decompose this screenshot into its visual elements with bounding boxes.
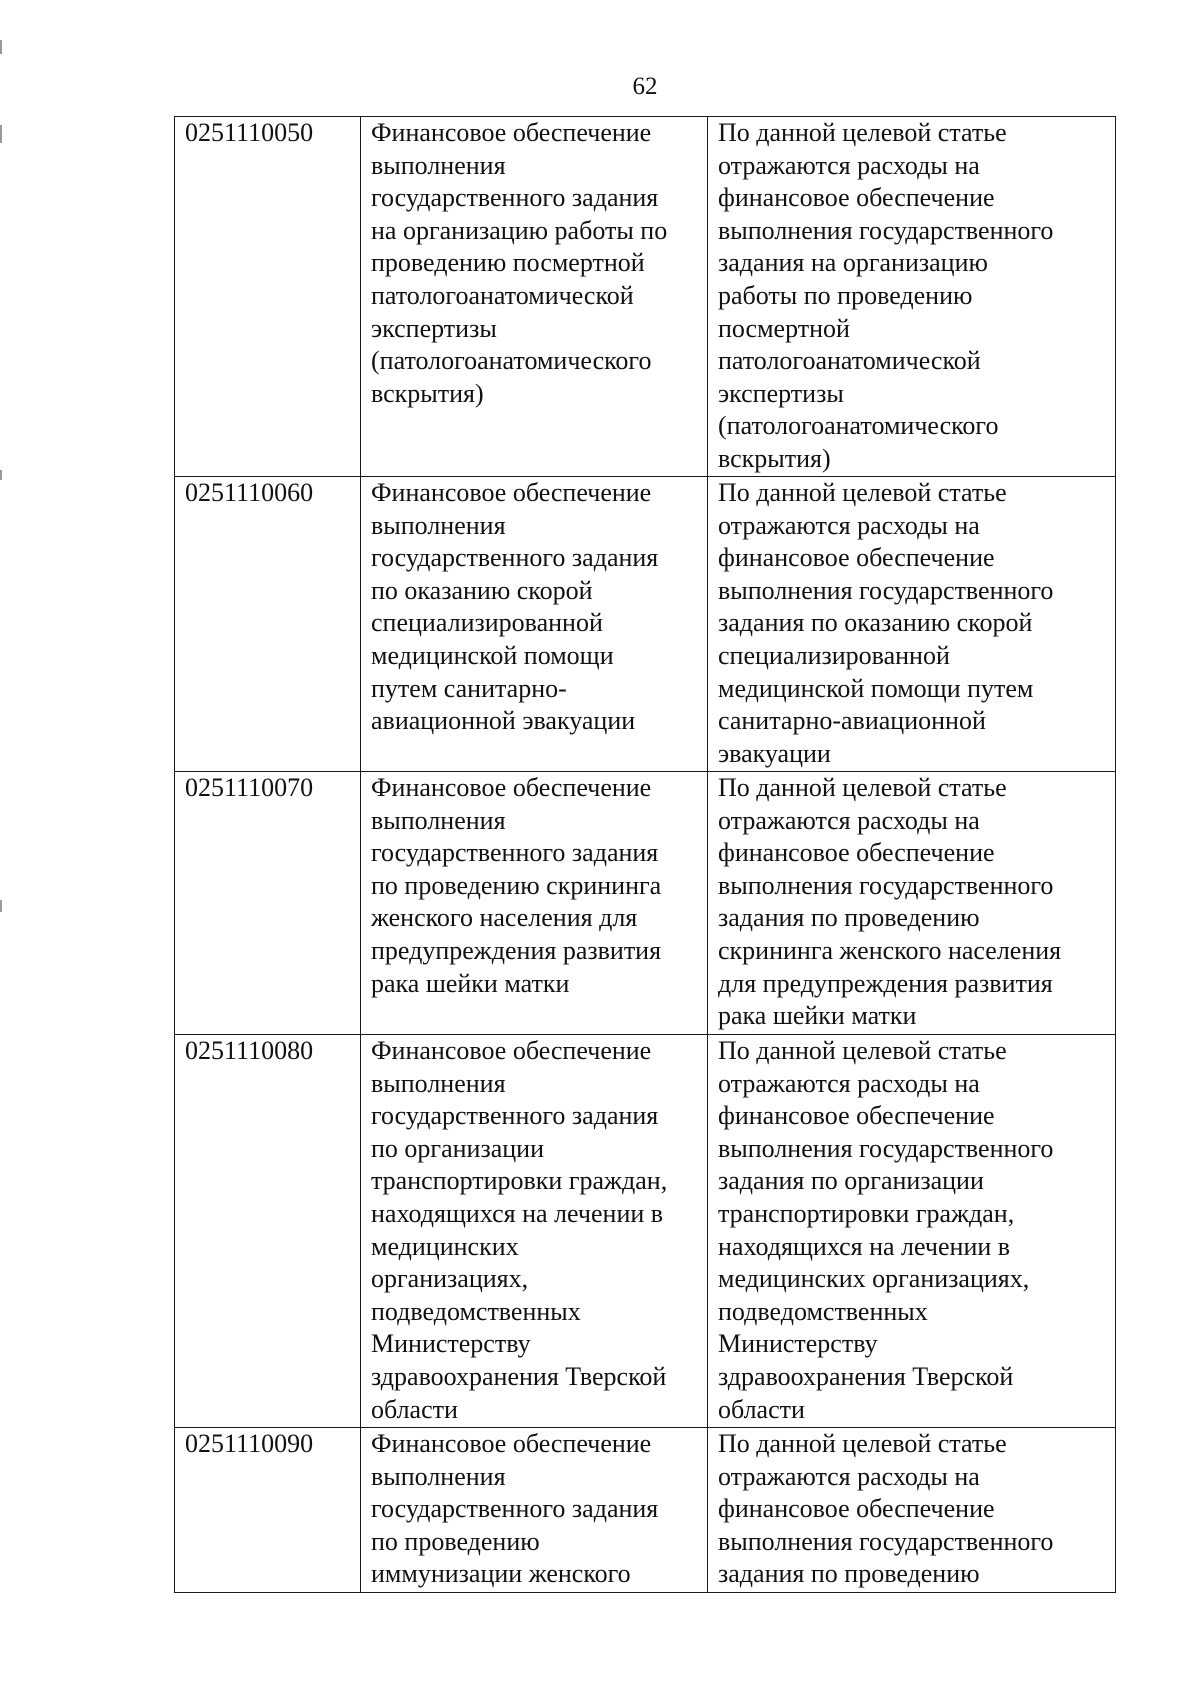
expense-name-cell: Финансовое обеспечение выполнения государственного задания по проведению иммунизации женского [361, 1428, 708, 1593]
page-number: 62 [632, 73, 658, 100]
scan-speck [0, 125, 2, 143]
target-code-cell: 0251110080 [175, 1035, 361, 1428]
table-row [175, 772, 1116, 1035]
expense-name-cell: Финансовое обеспечение выполнения государственного задания на организацию работы по проведению посмертной патологоанатомической экспертизы (патологоанатомического вскрытия) [361, 117, 708, 477]
table-row [175, 477, 1116, 772]
expense-name-cell: Финансовое обеспечение выполнения государственного задания по оказанию скорой специализированной медицинской помощи путем санитарно- авиационной эвакуации [361, 477, 708, 772]
table-row [175, 1035, 1116, 1428]
expense-description-cell: По данной целевой статье отражаются расходы на финансовое обеспечение выполнения государственного задания по организации транспортировки граждан, находящихся на лечении в медицинских организациях, подведомственных Министерству здравоохранения Тверской области [708, 1035, 1116, 1428]
scan-speck [0, 40, 2, 54]
table-row [175, 117, 1116, 477]
expense-description-cell: По данной целевой статье отражаются расходы на финансовое обеспечение выполнения государственного задания по проведению скрининга женского населения для предупреждения развития рака шейки матки [708, 772, 1116, 1035]
expense-name-cell: Финансовое обеспечение выполнения государственного задания по организации транспортировки граждан, находящихся на лечении в медицинских организациях, подведомственных Министерству здравоохранения Тверской области [361, 1035, 708, 1428]
scan-speck [0, 900, 2, 912]
target-code-cell: 0251110060 [175, 477, 361, 772]
target-code-cell: 0251110090 [175, 1428, 361, 1593]
expense-description-cell: По данной целевой статье отражаются расходы на финансовое обеспечение выполнения государственного задания на организацию работы по проведению посмертной патологоанатомической экспертизы (патологоанатомического вскрытия) [708, 117, 1116, 477]
target-code-cell: 0251110070 [175, 772, 361, 1035]
expense-description-cell: По данной целевой статье отражаются расходы на финансовое обеспечение выполнения государственного задания по проведению [708, 1428, 1116, 1593]
table-row [175, 1428, 1116, 1593]
expense-description-cell: По данной целевой статье отражаются расходы на финансовое обеспечение выполнения государственного задания по оказанию скорой специализированной медицинской помощи путем санитарно-авиационной эвакуации [708, 477, 1116, 772]
scan-speck [0, 470, 2, 480]
expense-name-cell: Финансовое обеспечение выполнения государственного задания по проведению скрининга женского населения для предупреждения развития рака шейки матки [361, 772, 708, 1035]
budget-codes-table [174, 116, 1116, 1593]
target-code-cell: 0251110050 [175, 117, 361, 477]
